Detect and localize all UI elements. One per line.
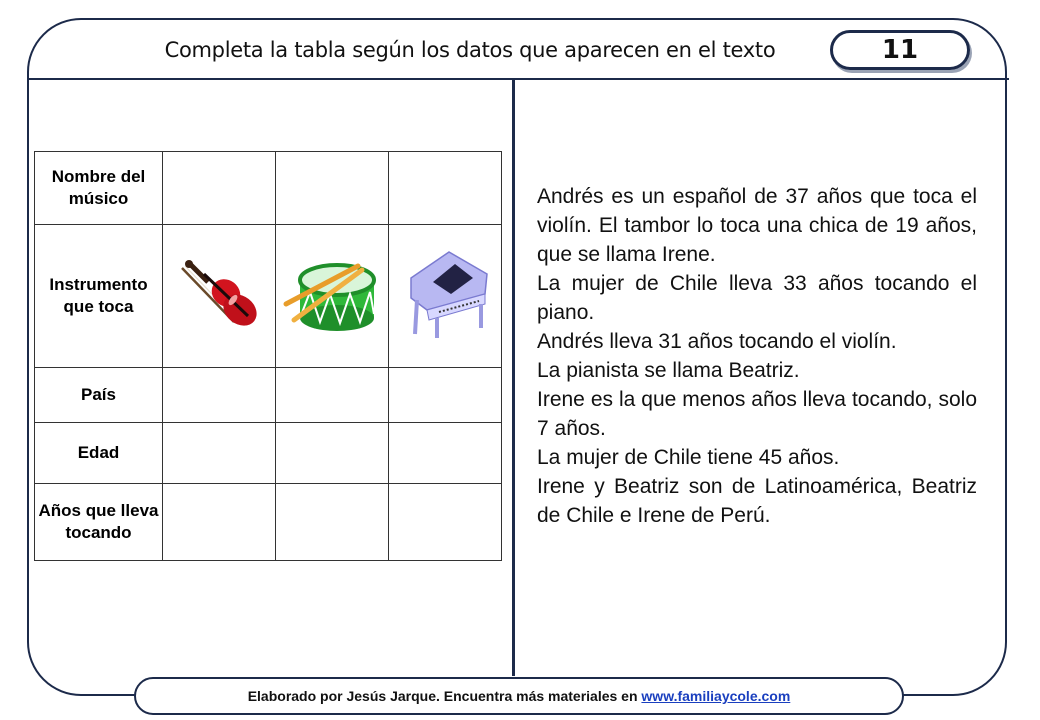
violin-icon xyxy=(176,258,262,330)
text-line: Irene es la que menos años lleva tocando, solo 7 años. xyxy=(537,388,977,440)
row-header-age: Edad xyxy=(35,423,163,484)
answer-cell[interactable] xyxy=(276,152,389,225)
answer-cell[interactable] xyxy=(389,368,502,423)
answer-cell[interactable] xyxy=(276,484,389,561)
table-row xyxy=(35,368,502,423)
footer-text: Elaborado por Jesús Jarque. Encuentra más materiales en xyxy=(247,688,642,704)
table-row xyxy=(35,423,502,484)
text-line: La mujer de Chile lleva 33 años tocando el piano. xyxy=(537,272,977,324)
answer-cell[interactable] xyxy=(163,484,276,561)
piano-icon xyxy=(397,248,493,340)
answer-cell[interactable] xyxy=(163,368,276,423)
text-line: Irene y Beatriz son de Latinoamérica, Beatriz de Chile e Irene de Perú. xyxy=(537,475,977,527)
worksheet-title: Completa la tabla según los datos que aparecen en el texto xyxy=(164,38,776,62)
header-divider xyxy=(27,78,1009,80)
answer-cell[interactable] xyxy=(276,423,389,484)
row-header-instrument: Instrumento que toca xyxy=(35,225,163,368)
text-line: La mujer de Chile tiene 45 años. xyxy=(537,446,840,469)
column-divider xyxy=(512,79,515,676)
answer-cell[interactable] xyxy=(389,152,502,225)
worksheet-number-badge: 11 xyxy=(830,30,970,70)
answer-table xyxy=(34,151,502,561)
drum-icon xyxy=(282,252,382,336)
instrument-cell xyxy=(276,225,389,368)
text-line: Andrés es un español de 37 años que toca el violín. El tambor lo toca una chica de 19 años, que se llama Irene. xyxy=(537,185,977,266)
footer-link[interactable]: www.familiaycole.com xyxy=(641,688,791,704)
instrument-cell xyxy=(389,225,502,368)
answer-cell[interactable] xyxy=(276,368,389,423)
row-header-name: Nombre del músico xyxy=(35,152,163,225)
table-row xyxy=(35,152,502,225)
row-header-country: País xyxy=(35,368,163,423)
table-row xyxy=(35,484,502,561)
answer-cell[interactable] xyxy=(389,484,502,561)
footer-credit xyxy=(134,677,904,715)
answer-cell[interactable] xyxy=(163,423,276,484)
row-header-years-playing: Años que lleva tocando xyxy=(35,484,163,561)
reading-text xyxy=(537,182,977,530)
answer-cell[interactable] xyxy=(163,152,276,225)
text-line: La pianista se llama Beatriz. xyxy=(537,359,800,382)
instrument-cell xyxy=(163,225,276,368)
answer-cell[interactable] xyxy=(389,423,502,484)
text-line: Andrés lleva 31 años tocando el violín. xyxy=(537,330,897,353)
table-row xyxy=(35,225,502,368)
